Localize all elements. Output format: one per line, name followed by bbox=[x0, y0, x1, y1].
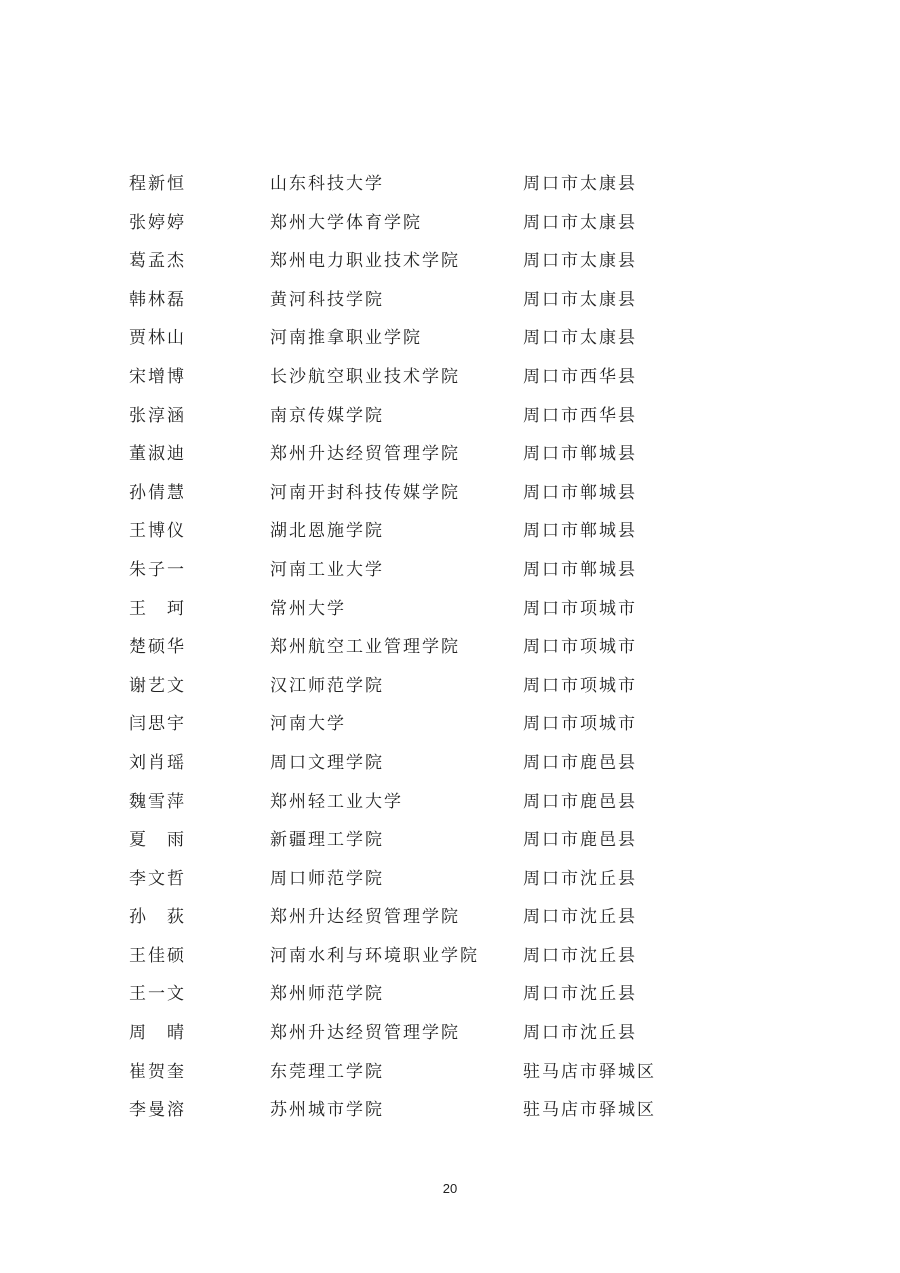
person-name: 葛孟杰 bbox=[129, 251, 186, 272]
region-name: 周口市太康县 bbox=[523, 251, 637, 272]
school-name: 周口文理学院 bbox=[270, 752, 384, 773]
table-row bbox=[0, 433, 900, 472]
table-row bbox=[0, 703, 900, 742]
person-name: 张婷婷 bbox=[129, 212, 186, 233]
school-name: 郑州电力职业技术学院 bbox=[270, 251, 460, 272]
region-name: 周口市项城市 bbox=[523, 714, 637, 735]
region-name: 周口市沈丘县 bbox=[523, 945, 637, 966]
person-name: 李曼溶 bbox=[129, 1100, 186, 1121]
table-row bbox=[0, 240, 900, 279]
person-name: 李文哲 bbox=[129, 868, 186, 889]
table-row bbox=[0, 317, 900, 356]
table-row bbox=[0, 510, 900, 549]
region-name: 周口市项城市 bbox=[523, 675, 637, 696]
region-name: 周口市鹿邑县 bbox=[523, 830, 637, 851]
person-name: 刘肖瑶 bbox=[129, 752, 186, 773]
school-name: 南京传媒学院 bbox=[270, 405, 384, 426]
person-name: 夏 雨 bbox=[129, 830, 186, 851]
region-name: 周口市项城市 bbox=[523, 637, 637, 658]
person-name: 王 珂 bbox=[129, 598, 186, 619]
table-row bbox=[0, 665, 900, 704]
school-name: 周口师范学院 bbox=[270, 868, 384, 889]
region-name: 周口市鹿邑县 bbox=[523, 752, 637, 773]
region-name: 周口市太康县 bbox=[523, 212, 637, 233]
school-name: 东莞理工学院 bbox=[270, 1061, 384, 1082]
school-name: 郑州大学体育学院 bbox=[270, 212, 422, 233]
person-name: 王博仪 bbox=[129, 521, 186, 542]
person-name: 董淑迪 bbox=[129, 444, 186, 465]
person-name: 闫思宇 bbox=[129, 714, 186, 735]
table-row bbox=[0, 781, 900, 820]
region-name: 周口市西华县 bbox=[523, 405, 637, 426]
table-row bbox=[0, 819, 900, 858]
school-name: 郑州轻工业大学 bbox=[270, 791, 403, 812]
person-name: 孙倩慧 bbox=[129, 482, 186, 503]
table-row bbox=[0, 626, 900, 665]
school-name: 苏州城市学院 bbox=[270, 1100, 384, 1121]
table-row bbox=[0, 395, 900, 434]
table-row bbox=[0, 896, 900, 935]
person-name: 宋增博 bbox=[129, 366, 186, 387]
region-name: 周口市沈丘县 bbox=[523, 907, 637, 928]
region-name: 周口市郸城县 bbox=[523, 482, 637, 503]
school-name: 新疆理工学院 bbox=[270, 830, 384, 851]
school-name: 郑州航空工业管理学院 bbox=[270, 637, 460, 658]
table-row bbox=[0, 472, 900, 511]
region-name: 周口市太康县 bbox=[523, 328, 637, 349]
region-name: 周口市西华县 bbox=[523, 366, 637, 387]
region-name: 周口市沈丘县 bbox=[523, 868, 637, 889]
school-name: 河南大学 bbox=[270, 714, 346, 735]
school-name: 常州大学 bbox=[270, 598, 346, 619]
person-name: 孙 荻 bbox=[129, 907, 186, 928]
school-name: 黄河科技学院 bbox=[270, 289, 384, 310]
region-name: 周口市太康县 bbox=[523, 174, 637, 194]
table-row bbox=[0, 202, 900, 241]
school-name: 长沙航空职业技术学院 bbox=[270, 366, 460, 387]
person-name: 谢艺文 bbox=[129, 675, 186, 696]
table-row bbox=[0, 549, 900, 588]
table-row bbox=[0, 588, 900, 627]
table-row bbox=[0, 1089, 900, 1128]
school-name: 河南推拿职业学院 bbox=[270, 328, 422, 349]
school-name: 郑州师范学院 bbox=[270, 984, 384, 1005]
school-name: 郑州升达经贸管理学院 bbox=[270, 1023, 460, 1044]
school-name: 郑州升达经贸管理学院 bbox=[270, 444, 460, 465]
region-name: 周口市沈丘县 bbox=[523, 984, 637, 1005]
table-row bbox=[0, 742, 900, 781]
region-name: 周口市鹿邑县 bbox=[523, 791, 637, 812]
school-name: 河南工业大学 bbox=[270, 559, 384, 580]
page-number: 20 bbox=[442, 1181, 458, 1196]
region-name: 周口市沈丘县 bbox=[523, 1023, 637, 1044]
region-name: 周口市郸城县 bbox=[523, 444, 637, 465]
table-row bbox=[0, 1051, 900, 1090]
person-name: 朱子一 bbox=[129, 559, 186, 580]
school-name: 河南开封科技传媒学院 bbox=[270, 482, 460, 503]
table-row bbox=[0, 858, 900, 897]
table-row bbox=[0, 1012, 900, 1051]
roster-list bbox=[0, 163, 900, 1128]
table-row bbox=[0, 163, 900, 202]
person-name: 程新恒 bbox=[129, 174, 186, 194]
person-name: 楚硕华 bbox=[129, 637, 186, 658]
person-name: 贾林山 bbox=[129, 328, 186, 349]
person-name: 王佳硕 bbox=[129, 945, 186, 966]
person-name: 周 晴 bbox=[129, 1023, 186, 1044]
region-name: 周口市郸城县 bbox=[523, 559, 637, 580]
person-name: 韩林磊 bbox=[129, 289, 186, 310]
school-name: 山东科技大学 bbox=[270, 174, 384, 194]
person-name: 崔贺奎 bbox=[129, 1061, 186, 1082]
table-row bbox=[0, 973, 900, 1012]
school-name: 汉江师范学院 bbox=[270, 675, 384, 696]
region-name: 驻马店市驿城区 bbox=[523, 1100, 656, 1121]
region-name: 周口市郸城县 bbox=[523, 521, 637, 542]
school-name: 郑州升达经贸管理学院 bbox=[270, 907, 460, 928]
person-name: 魏雪萍 bbox=[129, 791, 186, 812]
table-row bbox=[0, 935, 900, 974]
person-name: 张淳涵 bbox=[129, 405, 186, 426]
school-name: 河南水利与环境职业学院 bbox=[270, 945, 479, 966]
person-name: 王一文 bbox=[129, 984, 186, 1005]
region-name: 驻马店市驿城区 bbox=[523, 1061, 656, 1082]
region-name: 周口市项城市 bbox=[523, 598, 637, 619]
table-row bbox=[0, 279, 900, 318]
school-name: 湖北恩施学院 bbox=[270, 521, 384, 542]
table-row bbox=[0, 356, 900, 395]
region-name: 周口市太康县 bbox=[523, 289, 637, 310]
